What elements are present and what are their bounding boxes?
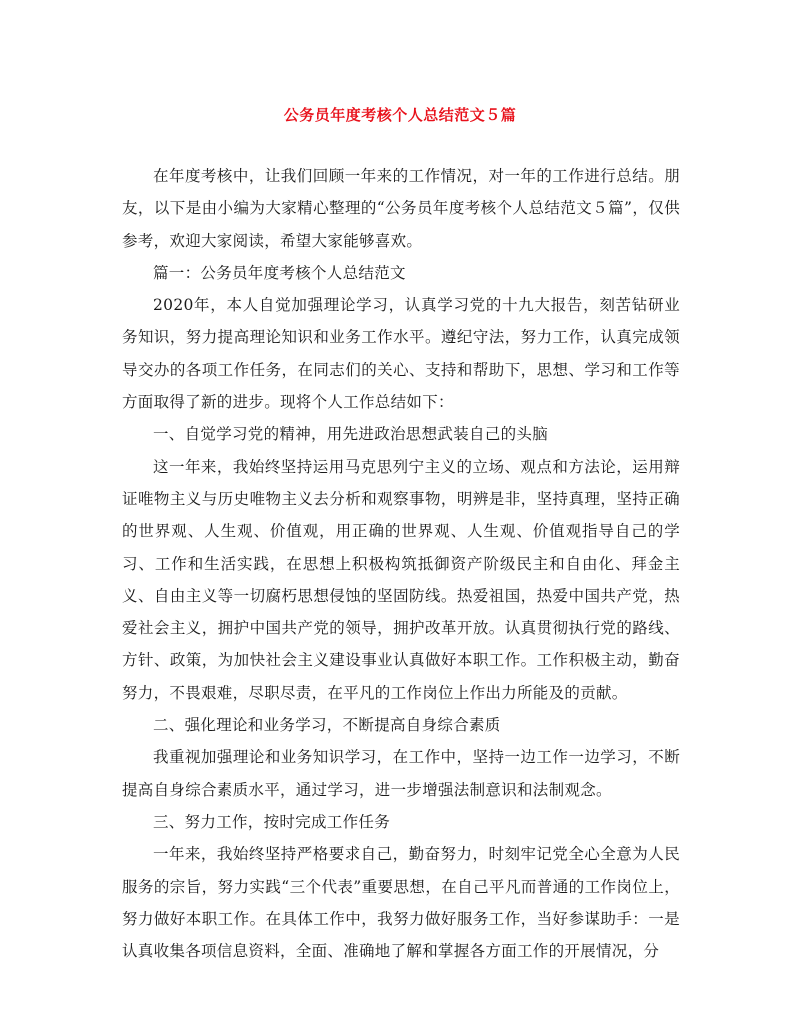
section-heading-part-one: 篇一：公务员年度考核个人总结范文 bbox=[153, 263, 406, 282]
subheading-two: 二、强化理论和业务学习，不断提高自身综合素质 bbox=[153, 716, 501, 735]
subheading-three: 三、努力工作，按时完成工作任务 bbox=[153, 812, 391, 831]
body-paragraph: 我重视加强理论和业务知识学习，在工作中，坚持一边工作一边学习，不断提高自身综合素质水平，通过学习，进一步增强法制意识和法制观念。 bbox=[122, 748, 680, 799]
subheading-one: 一、自觉学习党的精神，用先进政治思想武装自己的头脑 bbox=[153, 425, 549, 444]
body-paragraph: 2020年，本人自觉加强理论学习，认真学习党的十九大报告，刻苦钻研业务知识，努力提高理论知识和业务工作水平。遵纪守法，努力工作，认真完成领导交办的各项工作任务，在同志们的关心、支持和帮助下，思想、学习和工作等方面取得了新的进步。现将个人工作总结如下： bbox=[122, 296, 680, 412]
body-paragraph: 这一年来，我始终坚持运用马克思列宁主义的立场、观点和方法论，运用辩证唯物主义与历史唯物主义去分析和观察事物，明辨是非，坚持真理，坚持正确的世界观、人生观、价值观，用正确的世界观、人生观、价值观指导自己的学习、工作和生活实践，在思想上积极构筑抵御资产阶级民主和自由化、拜金主义、自由主义等一切腐朽思想侵蚀的坚固防线。热爱祖国，热爱中国共产党，热爱社会主义，拥护中国共产党的领导，拥护改革开放。认真贯彻执行党的路线、方针、政策，为加快社会主义建设事业认真做好本职工作。工作积极主动，勤奋努力，不畏艰难，尽职尽责，在平凡的工作岗位上作出力所能及的贡献。 bbox=[122, 457, 680, 702]
document-body bbox=[122, 160, 680, 967]
body-paragraph: 一年来，我始终坚持严格要求自己，勤奋努力，时刻牢记党全心全意为人民服务的宗旨，努力实践“三个代表”重要思想，在自己平凡而普通的工作岗位上，努力做好本职工作。在具体工作中，我努力做好服务工作，当好参谋助手：一是认真收集各项信息资料，全面、准确地了解和掌握各方面工作的开展情况，分 bbox=[122, 845, 680, 961]
document-title: 公务员年度考核个人总结范文５篇 bbox=[283, 106, 517, 124]
intro-paragraph: 在年度考核中，让我们回顾一年来的工作情况，对一年的工作进行总结。朋友，以下是由小编为大家精心整理的“公务员年度考核个人总结范文５篇”，仅供参考，欢迎大家阅读，希望大家能够喜欢。 bbox=[122, 167, 680, 250]
